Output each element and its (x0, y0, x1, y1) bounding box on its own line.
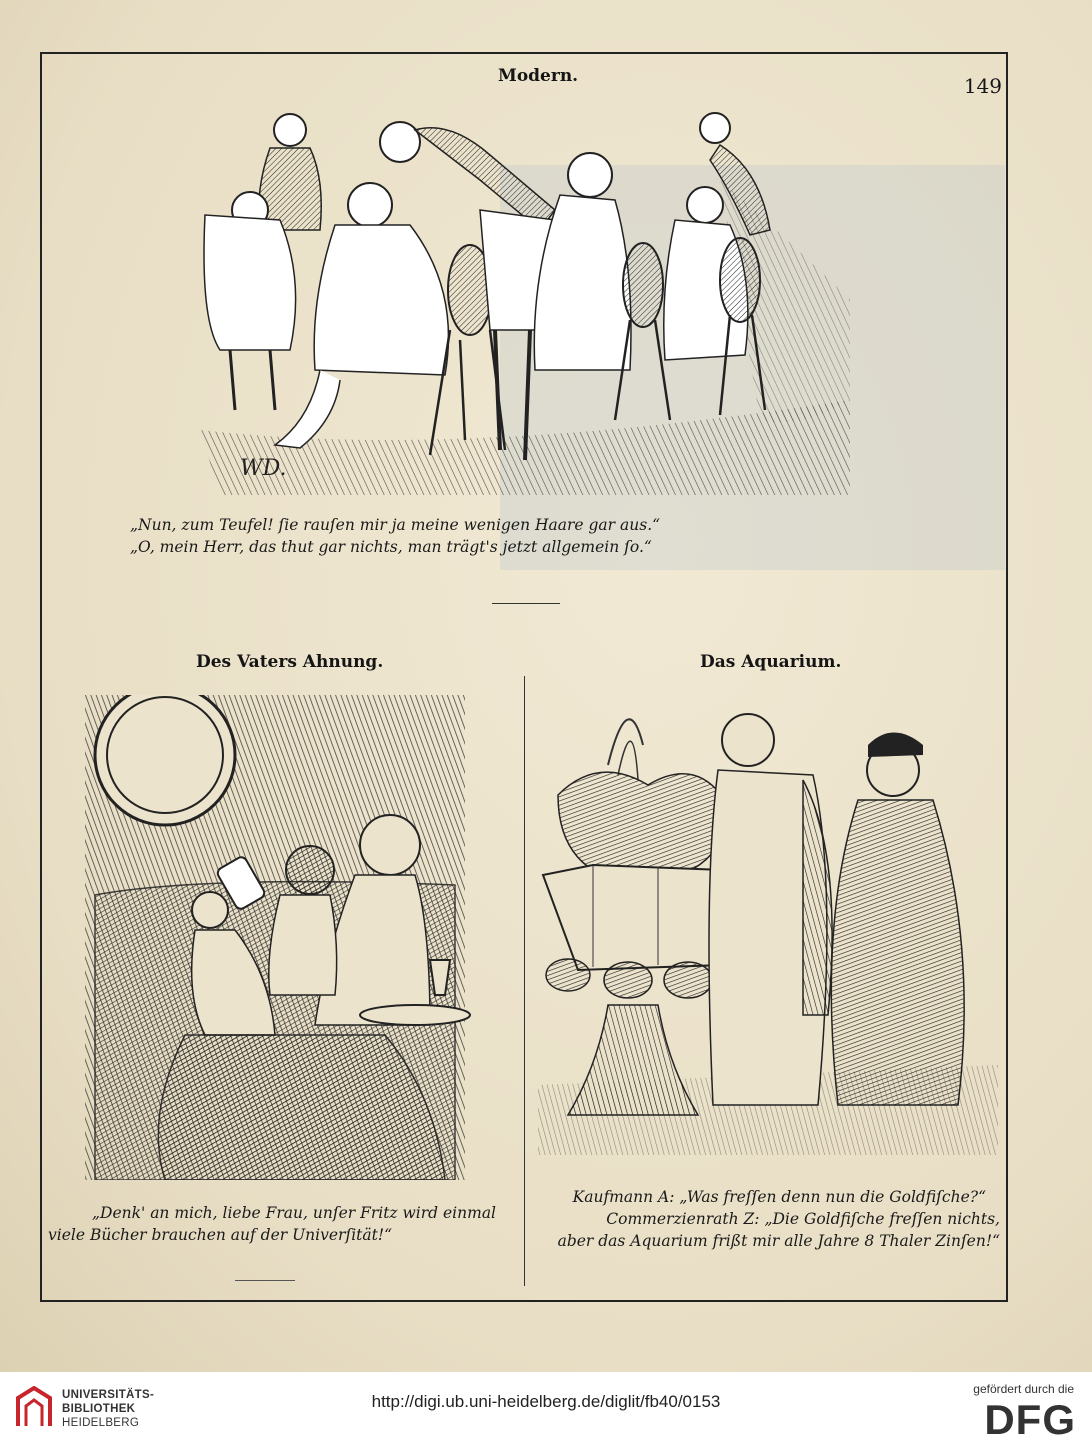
aquarium-illustration (538, 685, 998, 1155)
top-cartoon-title: Modern. (498, 66, 579, 86)
family-illustration (85, 695, 485, 1180)
funding-label: gefördert durch die (973, 1382, 1074, 1396)
left-caption-line-2: viele Bücher brauchen auf der Univerſität!“ (48, 1226, 392, 1244)
page-frame-top (40, 52, 1008, 54)
institution-line-2: BIBLIOTHEK (62, 1403, 136, 1415)
barbershop-engraving (160, 100, 860, 500)
aquarium-engraving (538, 685, 998, 1155)
section-separator (492, 603, 560, 604)
dfg-logo[interactable]: DFG (984, 1396, 1076, 1443)
top-caption (130, 514, 660, 558)
permalink-url[interactable]: http://digi.ub.uni-heidelberg.de/diglit/fb40/0153 (371, 1392, 721, 1411)
left-caption-line-1: „Denk' an mich, liebe Frau, unſer Fritz wird einmal (92, 1204, 497, 1222)
right-caption (530, 1186, 1000, 1252)
institution-line-1: UNIVERSITÄTS- (62, 1389, 155, 1401)
right-cartoon-title: Das Aquarium. (700, 652, 842, 672)
bottom-ornament-line (235, 1280, 295, 1281)
left-cartoon-title: Des Vaters Ahnung. (196, 652, 384, 672)
column-divider (524, 676, 525, 1286)
left-caption (48, 1202, 518, 1246)
page-frame-right (1006, 52, 1008, 1300)
right-caption-line-3: aber das Aquarium frißt mir alle Jahre 8 Thaler Zinſen!“ (557, 1232, 1000, 1250)
page-frame-left (40, 52, 42, 1300)
right-caption-line-1: Kaufmann A: „Was freſſen denn nun die Goldfiſche?“ (572, 1188, 986, 1206)
right-caption-line-2: Commerzienrath Z: „Die Goldfiſche freſſen nichts, (606, 1210, 1000, 1228)
top-caption-line-1: „Nun, zum Teufel! ſie rauſen mir ja meine wenigen Haare gar aus.“ (130, 516, 661, 534)
institution-line-3: HEIDELBERG (62, 1417, 140, 1429)
page-frame-bottom (40, 1300, 1008, 1302)
viewer-footer (0, 1372, 1092, 1448)
top-caption-line-2: „O, mein Herr, das thut gar nichts, man trägt's jetzt allgemein ſo.“ (130, 538, 652, 556)
family-engraving (85, 695, 485, 1180)
page-number: 149 (963, 74, 1002, 98)
artist-signature: WD. (240, 456, 287, 481)
barbershop-illustration (160, 100, 860, 500)
